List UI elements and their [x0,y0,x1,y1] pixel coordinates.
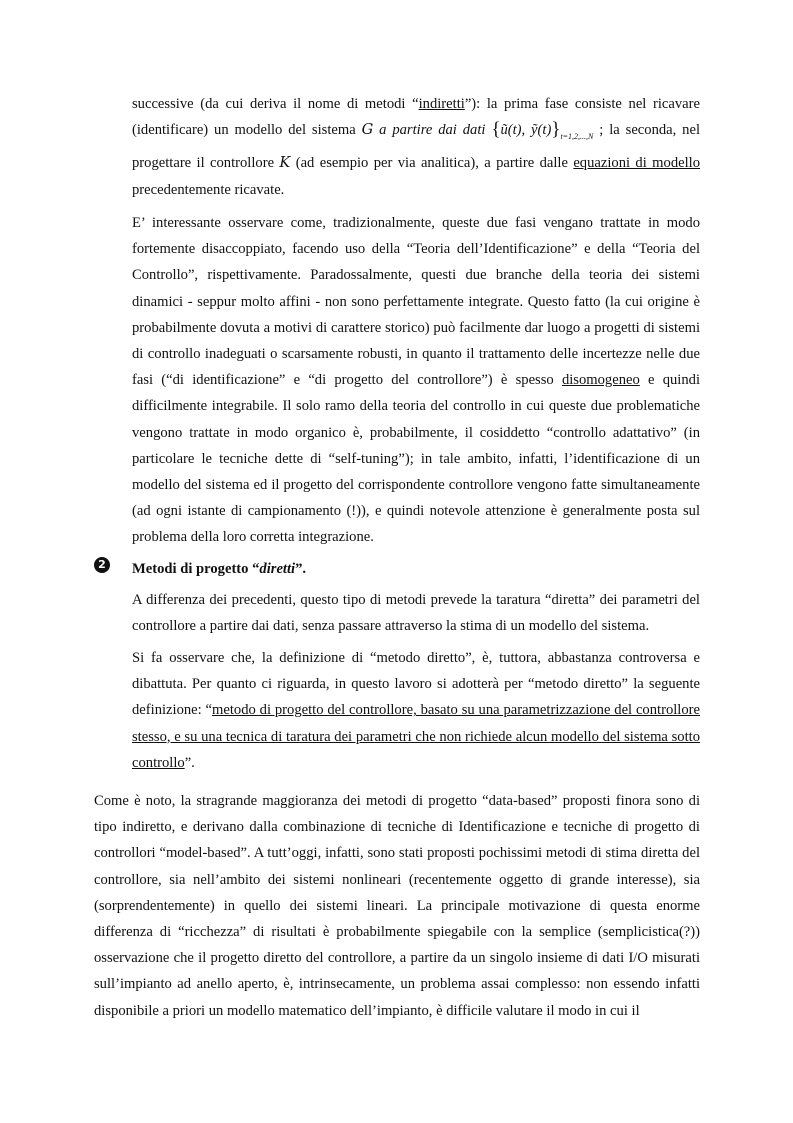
text-run: A differenza dei precedenti, questo tipo di metodi prevede la taratura “diretta” dei parametri del controllore a partire dai dati, senza passare attraverso la stima di un modello del sistema. [132,592,700,635]
text-run: Come è noto, la stragrande maggioranza dei metodi di progetto “data-based” proposti finora sono di tipo indiretto, e derivano dalla combinazione di tecniche di Identificazione e tecniche di progetto di controllori “model-based”. A tutt’oggi, infatti, sono stati proposti pochissimi metodi di stima diretta del controllore, sia nell’ambito dei sistemi nonlineari (recentemente oggetto di grande interesse), sia (sorprendentemente) in quello dei sistemi lineari. La principale motivazione di questa enorme differenza di “ricchezza” di risultati è probabilmente spiegabile con la semplice (semplicistica(?)) osservazione che il progetto diretto del controllore, a partire da un singolo insieme di dati I/O misurati sull’impianto ad anello aperto, è, intrinsecamente, un problema assai complesso: non essendo infatti disponibile a priori un modello matematico dell’impianto, è difficile valutare il modo in cui il [94,793,700,1019]
paragraph-indirect-methods [132,91,700,203]
bullet-number-icon: 2 [94,557,110,573]
heading-text: Metodi di progetto “ [132,561,260,577]
text-run: ”): la prima fase consiste nel ricavare (identificare) un modello del sistema [132,96,700,139]
text-run: precedentemente ricavate. [132,181,285,198]
underlined-definition: metodo di progetto del controllore, basato su una parametrizzazione del controllore stesso, e su una tecnica di taratura dei parametri che non richiede alcun modello del sistema sotto controllo [132,702,700,771]
text-run: (ad esempio per via analitica), a partire dalle [290,155,574,172]
section-heading [132,556,306,582]
heading-text: ”. [295,561,307,577]
text-run: e quindi difficilmente integrabile. Il solo ramo della teoria del controllo in cui queste due problematiche vengono trattate in modo organico è, probabilmente, il cosiddetto “controllo adattativo” (in particolare le tecniche dette di “self-tuning”); in tale ambito, infatti, l’identificazione di un modello del sistema ed il progetto del corrispondente controllore vengono fatte simultaneamente (ad ogni istante di campionamento (!)), e quindi notevole attenzione è generalmente posta sul problema della loro corretta integrazione. [132,372,700,546]
brace-close: } [551,119,561,141]
paragraph-decoupling [132,210,700,551]
paragraph-direct-methods [132,587,700,639]
text-run: ”. [184,754,195,771]
underlined-term: disomogeneo [561,372,640,389]
text-run: Si fa osservare che, la definizione di “metodo diretto”, è, tuttora, abbastanza controversa e dibattuta. Per quanto ci riguarda, in questo lavoro si adotterà per “metodo diretto” la seguente definizione: “ [132,650,700,719]
text-run: a partire dai dati [373,122,492,139]
underlined-term: indiretti [418,96,465,112]
underlined-term: equazioni di modello [573,155,700,172]
controller-symbol: K [279,154,291,172]
set-body: ũ(t), ỹ(t) [500,122,552,139]
data-set-formula [491,119,594,142]
paragraph-body [94,788,700,1024]
set-subscript: t=1,2,...,N [560,132,594,142]
text-run: successive (da cui deriva il nome di metodi “ [132,96,419,112]
paragraph-definition [132,645,700,776]
system-symbol: G [361,121,374,139]
brace-open: { [491,119,501,141]
text-run: ; la seconda, nel progettare il controllore [132,122,700,172]
text-run: E’ interessante osservare come, tradizionalmente, queste due fasi vengano trattate in modo fortemente disaccoppiato, facendo uso della “Teoria dell’Identificazione” e della “Teoria del Controllo”, rispettivamente. Paradossalmente, questi due branche della teoria dei sistemi dinamici - seppur molto affini - non sono perfettamente integrate. Questo fatto (la cui origine è probabilmente dovuta a motivi di carattere storico) può facilmente dar luogo a progetti di sistemi di controllo inadeguati o scarsamente robusti, in quanto il trattamento delle incertezze nelle due fasi (“di identificazione” e “di progetto del controllore”) è spesso [132,215,700,389]
heading-emphasis: diretti [259,561,296,577]
